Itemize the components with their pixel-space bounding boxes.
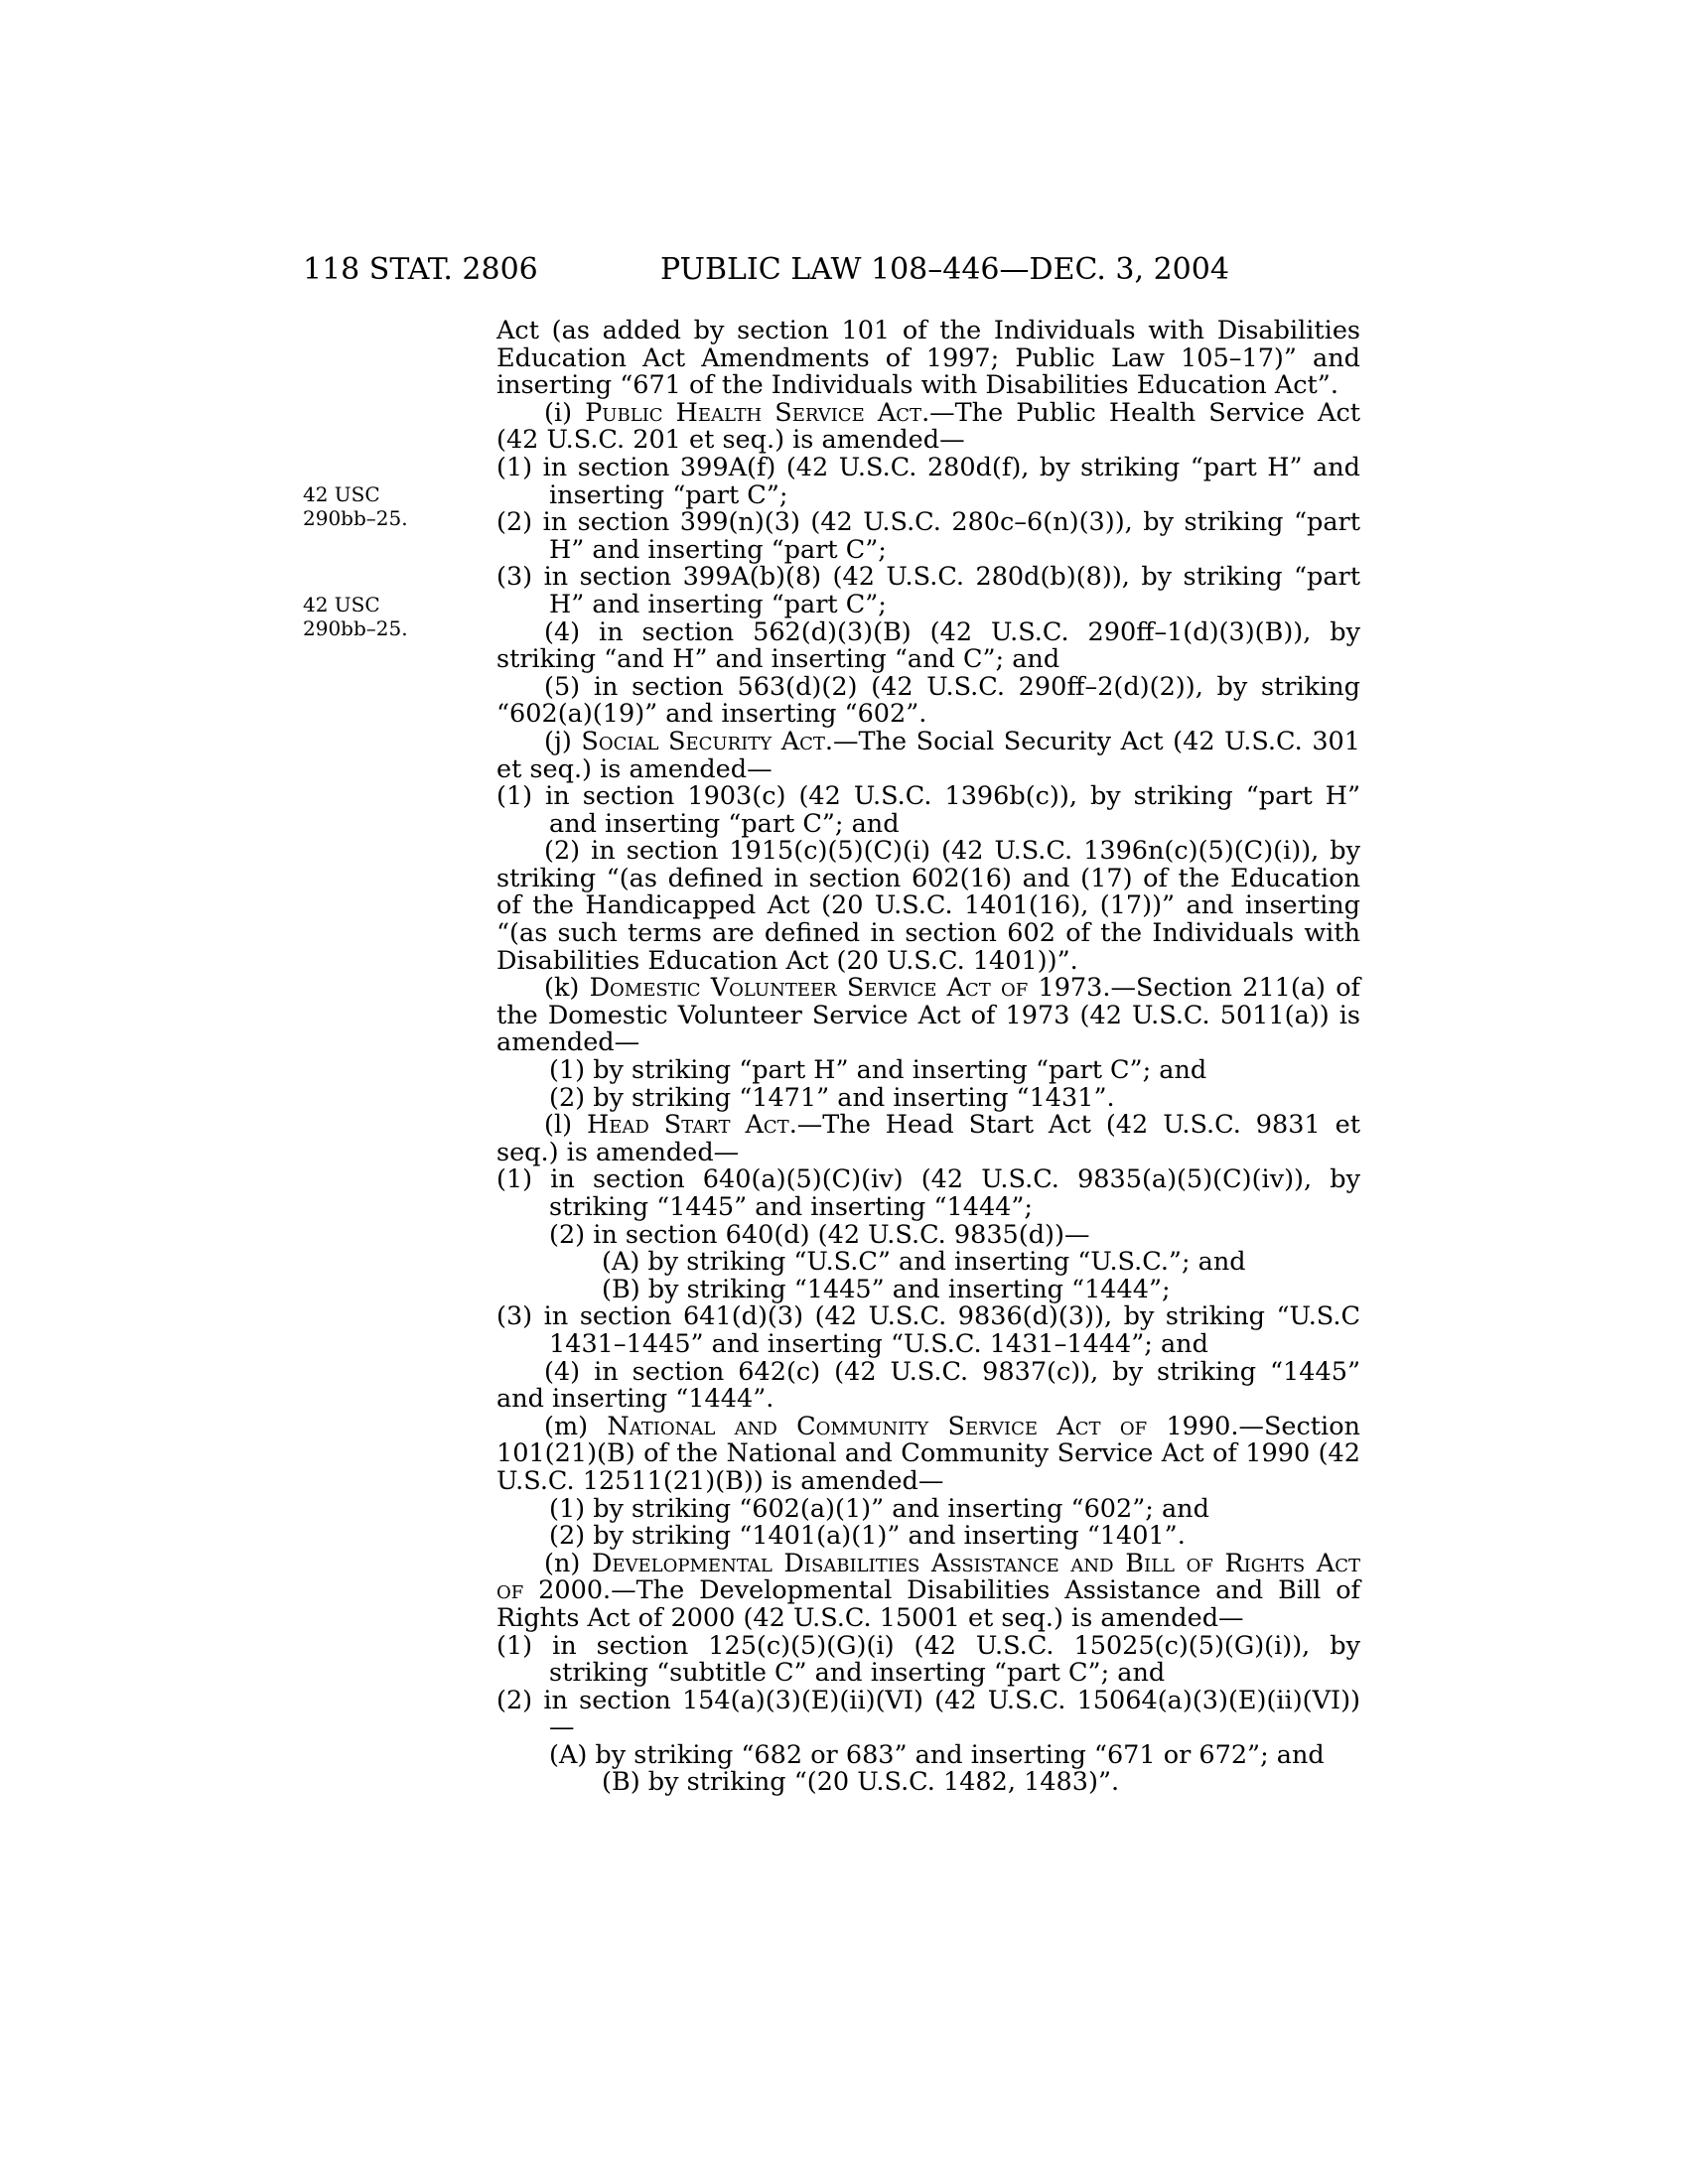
stat-page-number: 118 STAT. 2806 <box>303 252 538 287</box>
margin-note-line: 42 USC <box>303 593 380 616</box>
page-header <box>303 250 1365 290</box>
amendment-item: (1) in section 1903(c) (42 U.S.C. 1396b(c)), by striking “part H” and inserting “part C”; and <box>496 781 1360 839</box>
document-body <box>496 318 1360 1797</box>
amendment-item: (5) in section 563(d)(2) (42 U.S.C. 290ff–2(d)(2)), by striking “602(a)(19)” and inserting “602”. <box>496 671 1360 730</box>
margin-note-line: 42 USC <box>303 482 380 506</box>
amendment-item: (1) in section 125(c)(5)(G)(i) (42 U.S.C. 15025(c)(5)(G)(i)), by striking “subtitle C” and inserting “part C”; and <box>496 1630 1360 1689</box>
amendment-item: (1) in section 399A(f) (42 U.S.C. 280d(f), by striking “part H” and inserting “part C”; <box>496 452 1360 510</box>
amendment-subitem: (A) by striking “U.S.C” and inserting “U.S.C.”; and <box>602 1247 1246 1278</box>
amendment-item: (1) by striking “part H” and inserting “part C”; and <box>549 1055 1207 1086</box>
subsection-j-heading: (j) Social Security Act.—The Social Security Act (42 U.S.C. 301 et seq.) is amended— <box>496 726 1360 784</box>
amendment-subitem: (B) by striking “1445” and inserting “1444”; <box>602 1274 1171 1304</box>
margin-note-line: 290bb–25. <box>303 616 408 640</box>
margin-note <box>303 593 442 640</box>
subsection-m-heading: (m) National and Community Service Act of 1990.—Section 101(21)(B) of the National and Community Service Act of 1990 (42 U.S.C. 12511(21)(B)) is amended— <box>496 1411 1360 1496</box>
amendment-subitem: (B) by striking “(20 U.S.C. 1482, 1483)”. <box>602 1767 1120 1798</box>
law-title: PUBLIC LAW 108–446—DEC. 3, 2004 <box>660 252 1229 287</box>
amendment-subitem: (A) by striking “682 or 683” and inserting “671 or 672”; and <box>549 1739 1325 1770</box>
amendment-item: (2) by striking “1401(a)(1)” and inserting “1401”. <box>549 1521 1186 1552</box>
amendment-item: (1) in section 640(a)(5)(C)(iv) (42 U.S.C. 9835(a)(5)(C)(iv)), by striking “1445” and inserting “1444”; <box>496 1164 1360 1222</box>
amendment-item: (3) in section 641(d)(3) (42 U.S.C. 9836(d)(3)), by striking “U.S.C 1431–1445” and inserting “U.S.C. 1431–1444”; and <box>496 1301 1360 1359</box>
amendment-item: (2) by striking “1471” and inserting “1431”. <box>549 1082 1115 1113</box>
amendment-item: (1) by striking “602(a)(1)” and inserting “602”; and <box>549 1493 1209 1524</box>
amendment-item: (4) in section 642(c) (42 U.S.C. 9837(c)), by striking “1445” and inserting “1444”. <box>496 1356 1360 1415</box>
amendment-item: (2) in section 1915(c)(5)(C)(i) (42 U.S.C. 1396n(c)(5)(C)(i)), by striking “(as defined in section 602(16) and (17) of the Education of the Handicapped Act (20 U.S.C. 1401(16), (17))” and inserting “(as such terms are defined in section 602 of the Individuals with Disabilities Education Act (20 U.S.C. 1401))”. <box>496 836 1360 976</box>
amendment-item: (2) in section 640(d) (42 U.S.C. 9835(d))— <box>549 1219 1090 1250</box>
subsection-i-heading: (i) Public Health Service Act.—The Public Health Service Act (42 U.S.C. 201 et seq.) is amended— <box>496 397 1360 456</box>
subsection-l-heading: (l) Head Start Act.—The Head Start Act (42 U.S.C. 9831 et seq.) is amended— <box>496 1110 1360 1167</box>
paragraph-continuation: Act (as added by section 101 of the Individuals with Disabilities Education Act Amendments of 1997; Public Law 105–17)” and inserting “671 of the Individuals with Disabilities Education Act”. <box>496 316 1360 401</box>
margin-note-line: 290bb–25. <box>303 506 408 530</box>
amendment-item: (2) in section 154(a)(3)(E)(ii)(VI) (42 U.S.C. 15064(a)(3)(E)(ii)(VI))— <box>496 1685 1360 1743</box>
amendment-item: (4) in section 562(d)(3)(B) (42 U.S.C. 290ff–1(d)(3)(B)), by striking “and H” and inserting “and C”; and <box>496 616 1360 675</box>
subsection-n-heading: (n) Developmental Disabilities Assistance and Bill of Rights Act of 2000.—The Developmental Disabilities Assistance and Bill of Rights Act of 2000 (42 U.S.C. 15001 et seq.) is amended— <box>496 1548 1360 1633</box>
subsection-k-heading: (k) Domestic Volunteer Service Act of 1973.—Section 211(a) of the Domestic Volunteer Service Act of 1973 (42 U.S.C. 5011(a)) is amended— <box>496 973 1360 1058</box>
amendment-item: (3) in section 399A(b)(8) (42 U.S.C. 280d(b)(8)), by striking “part H” and inserting “part C”; <box>496 562 1360 619</box>
margin-note <box>303 482 442 530</box>
amendment-item: (2) in section 399(n)(3) (42 U.S.C. 280c–6(n)(3)), by striking “part H” and inserting “part C”; <box>496 507 1360 565</box>
